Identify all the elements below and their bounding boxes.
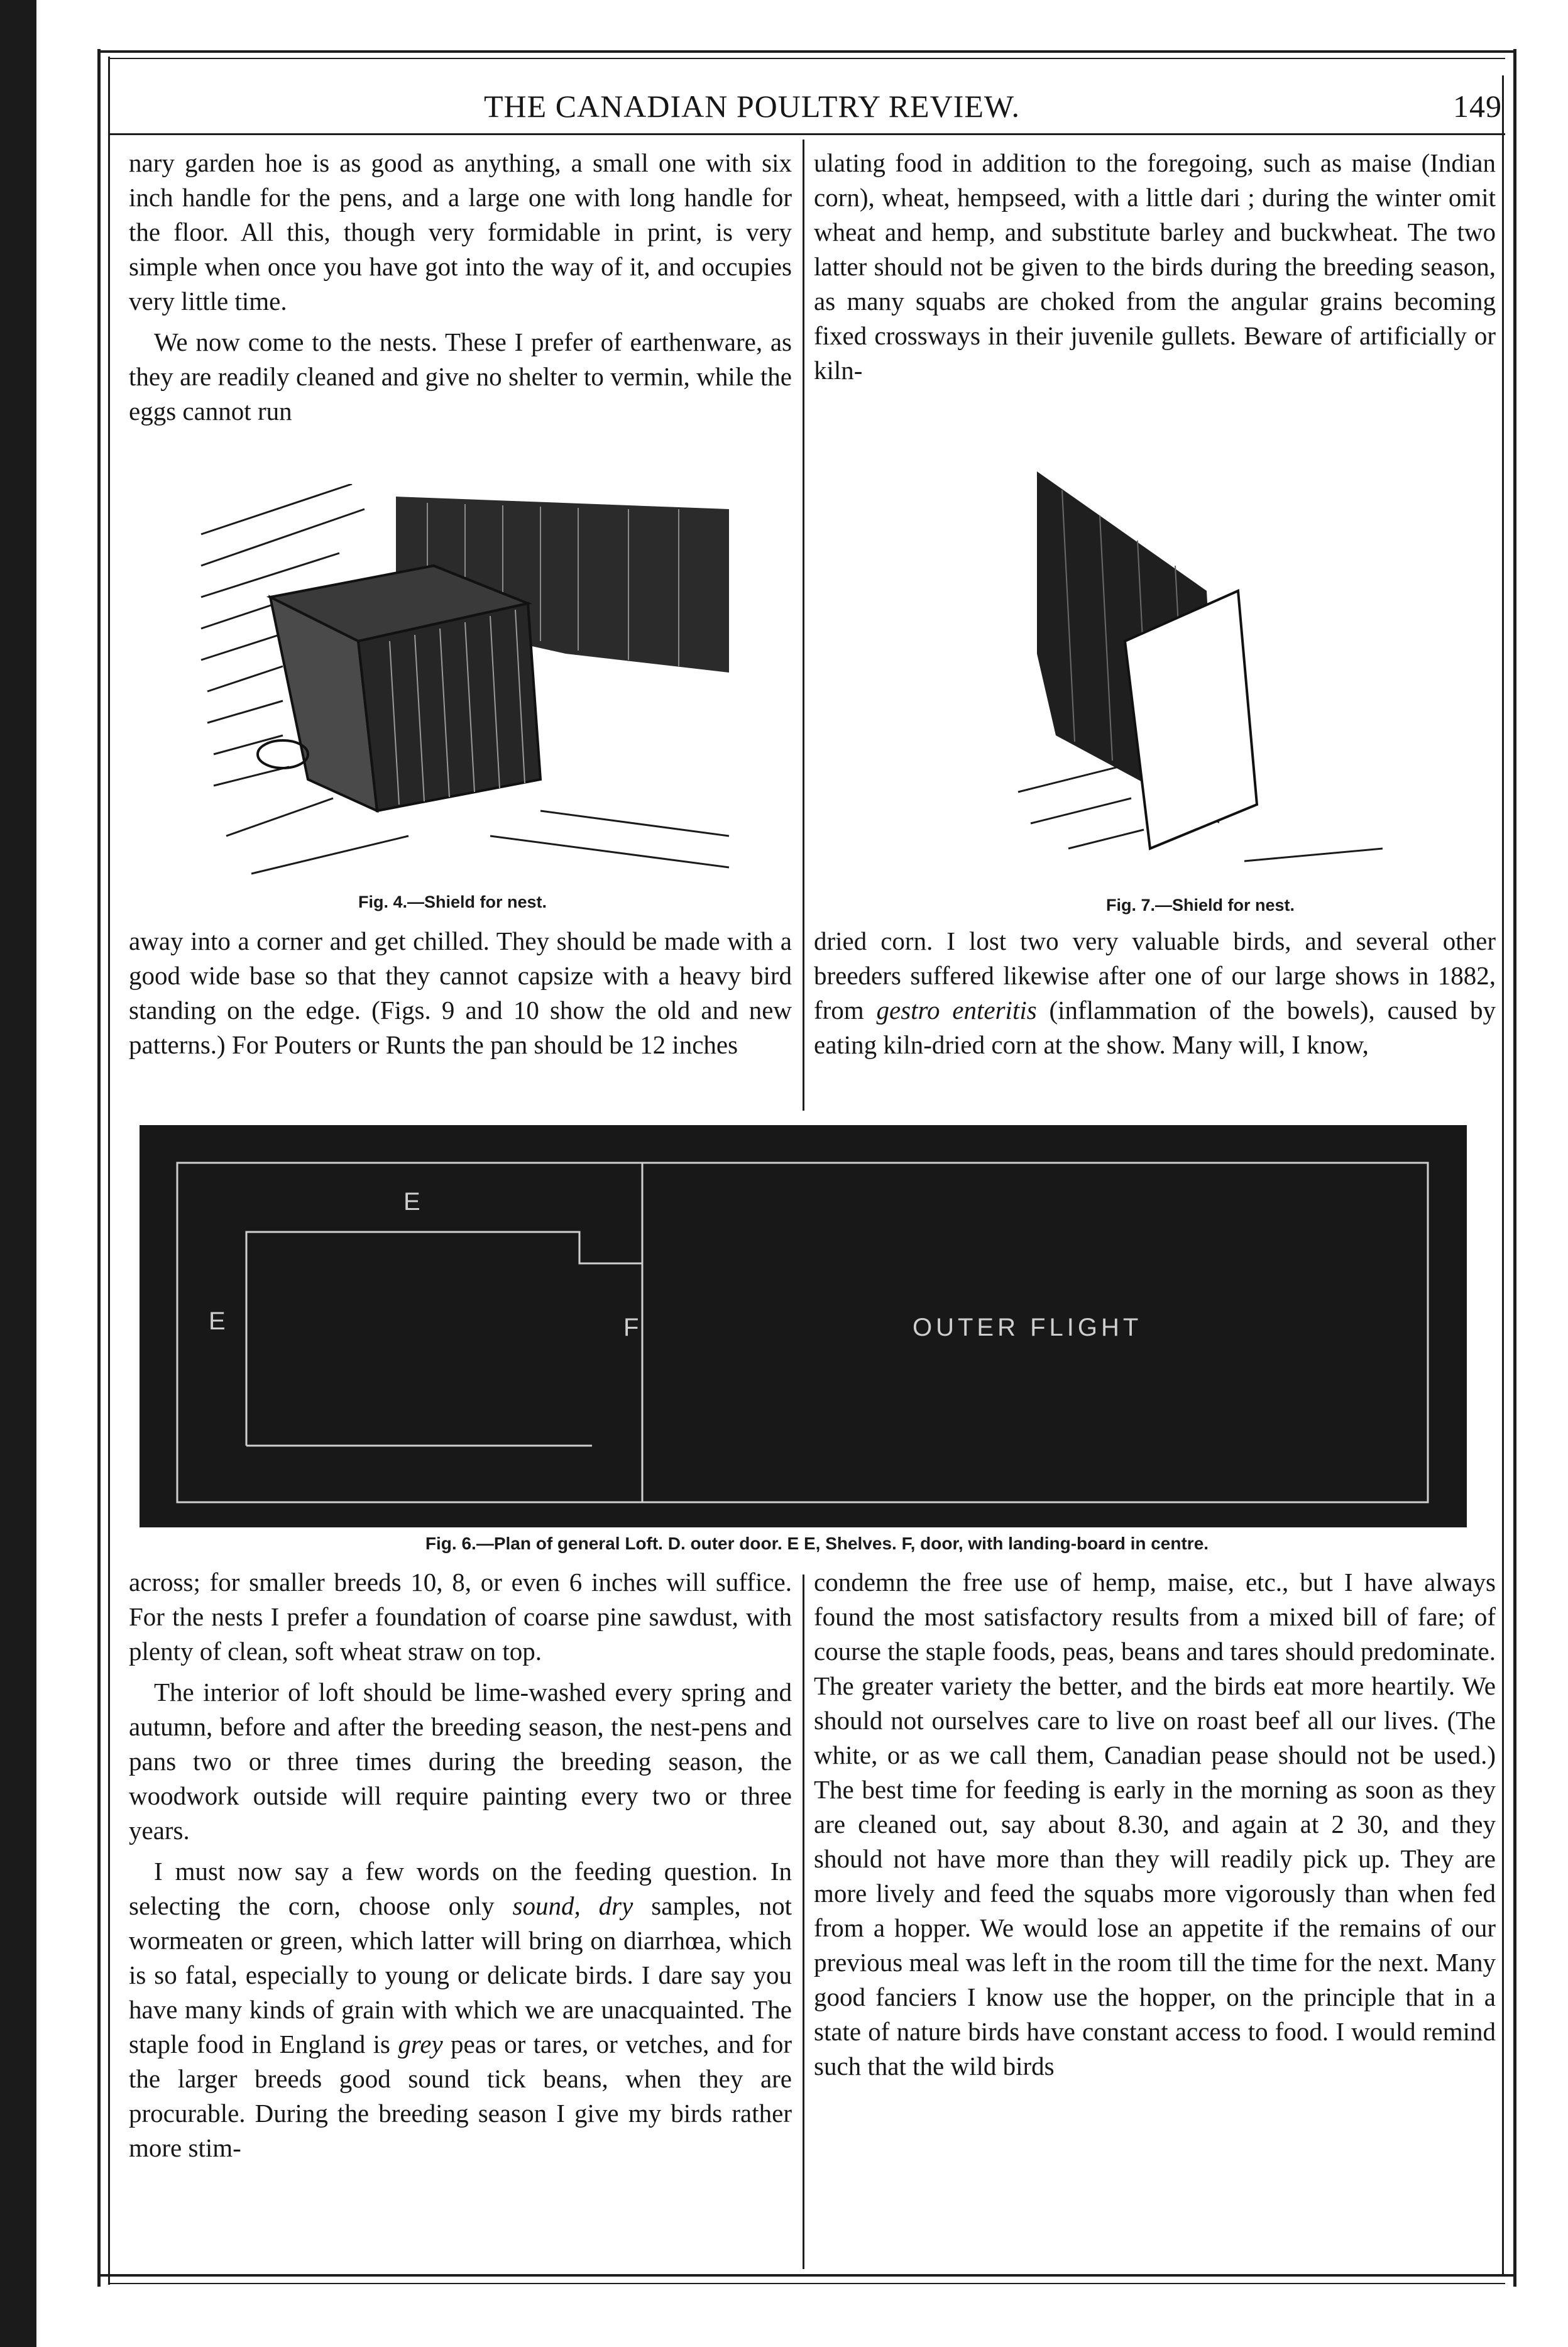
paragraph: We now come to the nests. These I prefer of earthenware, as they are readily cleaned and give no shelter to vermin, while the eggs cannot run (129, 327, 792, 426)
frame-top-rule-2 (110, 58, 1505, 59)
column-left-bottom (129, 1565, 792, 2172)
text-run: I must now say a few words on the feeding question. In selecting the corn, choose only (129, 1857, 792, 1920)
fig-4-nest-shield-illustration (189, 484, 742, 886)
text-run: dried corn. I lost two very valuable birds, and several other breeders suffered likewise after one of our large shows in 1882, from (814, 926, 1496, 1025)
column-right-mid (814, 924, 1496, 1069)
paragraph: across; for smaller breeds 10, 8, or even 6 inches will suffice. For the nests I prefer a foundation of coarse pine sawdust, with plenty of clean, soft wheat straw on top. (129, 1568, 792, 1666)
page-number: 149 (1453, 89, 1502, 124)
frame-bottom-rule (101, 2274, 1515, 2277)
binding-edge (0, 0, 36, 2347)
loft-label-outer-flight: OUTER FLIGHT (913, 1314, 1143, 1341)
loft-label-e-left: E (209, 1307, 229, 1335)
paragraph: ulating food in addition to the foregoing, such as maise (Indian corn), wheat, hempseed, with a little dari ; during the winter omit wheat and hemp, and substitute barley and buckwheat. The two latter should not be given to the birds during the breeding season, as many squabs are choked from the angular grains becoming fixed crossways in their juvenile gullets. Beware of artificially or kiln- (814, 148, 1496, 385)
running-head (119, 88, 1502, 132)
column-right-bottom (814, 1565, 1496, 2090)
italic-term: sound, dry (512, 1891, 633, 1920)
fig-4-caption: Fig. 4.—Shield for nest. (358, 893, 547, 911)
fig-7-nest-shield-illustration (993, 471, 1433, 899)
loft-label-f: F (623, 1314, 643, 1341)
column-left-mid (129, 924, 792, 1069)
frame-bottom-rule-2 (110, 2283, 1505, 2284)
paragraph (814, 924, 1496, 1062)
fig-6-caption: Fig. 6.—Plan of general Loft. D. outer door. E E, Shelves. F, door, with landing-board in centre. (425, 1534, 1209, 1553)
frame-left-rule-inner (108, 57, 110, 2285)
paragraph: away into a corner and get chilled. They should be made with a good wide base so that they cannot capsize with a heavy bird standing on the edge. (Figs. 9 and 10 show the old and new patterns.) For Pouters or Runts the pan should be 12 inches (129, 926, 792, 1059)
loft-plan-lines (140, 1125, 1467, 1527)
header-underline (110, 133, 1505, 135)
fig-6-loft-plan (140, 1125, 1467, 1527)
paragraph: nary garden hoe is as good as anything, a small one with six inch handle for the pens, and a large one with long handle for the floor. All this, though very formidable in print, is very simple when once you have got into the way of it, and occupies very little time. (129, 148, 792, 316)
frame-left-rule-outer (97, 49, 101, 2287)
text-run: peas or tares, or vetches, and for the larger breeds good sound tick beans, when they are procurable. During the breeding season I give my birds rather more stim- (129, 2030, 792, 2162)
column-divider-bottom (803, 1575, 804, 2269)
italic-term: grey (398, 2030, 443, 2058)
paragraph: The interior of loft should be lime-washed every spring and autumn, before and after the breeding season, the nest-pens and pans two or three times during the breeding season, the woodwork outside will require painting every two or three years. (129, 1678, 792, 1845)
journal-title: THE CANADIAN POULTRY REVIEW. (484, 89, 1020, 124)
column-left-top (129, 146, 792, 435)
paragraph (129, 1854, 792, 2165)
text-run: (inflammation of the bowels), caused by eating kiln-dried corn at the show. Many will, I know, (814, 996, 1496, 1059)
text-run: samples, not wormeaten or green, which latter will bring on diarrhœa, which is so fatal, especially to young or delicate birds. I dare say you have many kinds of grain with which we are unacquainted. The staple food in England is (129, 1891, 792, 2058)
italic-term: gestro enteritis (876, 996, 1037, 1025)
column-right-top (814, 146, 1496, 394)
frame-right-rule-inner (1502, 75, 1504, 2275)
loft-label-e-top: E (403, 1188, 424, 1216)
frame-top-rule (101, 50, 1515, 53)
column-divider-top (803, 140, 804, 1111)
frame-right-rule-outer (1513, 49, 1516, 2287)
fig-7-caption: Fig. 7.—Shield for nest. (1105, 896, 1295, 915)
paragraph: condemn the free use of hemp, maise, etc., but I have always found the most satisfactory results from a mixed bill of fare; of course the staple foods, peas, beans and tares should predominate. The greater variety the better, and the birds eat more heartily. We should not ourselves care to live on roast beef all our lives. (The white, or as we call them, Canadian pease should not be used.) The best time for feeding is early in the morning as soon as they are cleaned out, say about 8.30, and again at 2 30, and they should not have more than they will readily pick up. They are more lively and feed the squabs more vigorously than when fed from a hopper. We would lose an appetite if the remains of our previous meal was left in the room till the time for the next. Many good fanciers I know use the hopper, on the principle that in a state of nature birds have constant access to food. I would remind such that the wild birds (814, 1568, 1496, 2080)
